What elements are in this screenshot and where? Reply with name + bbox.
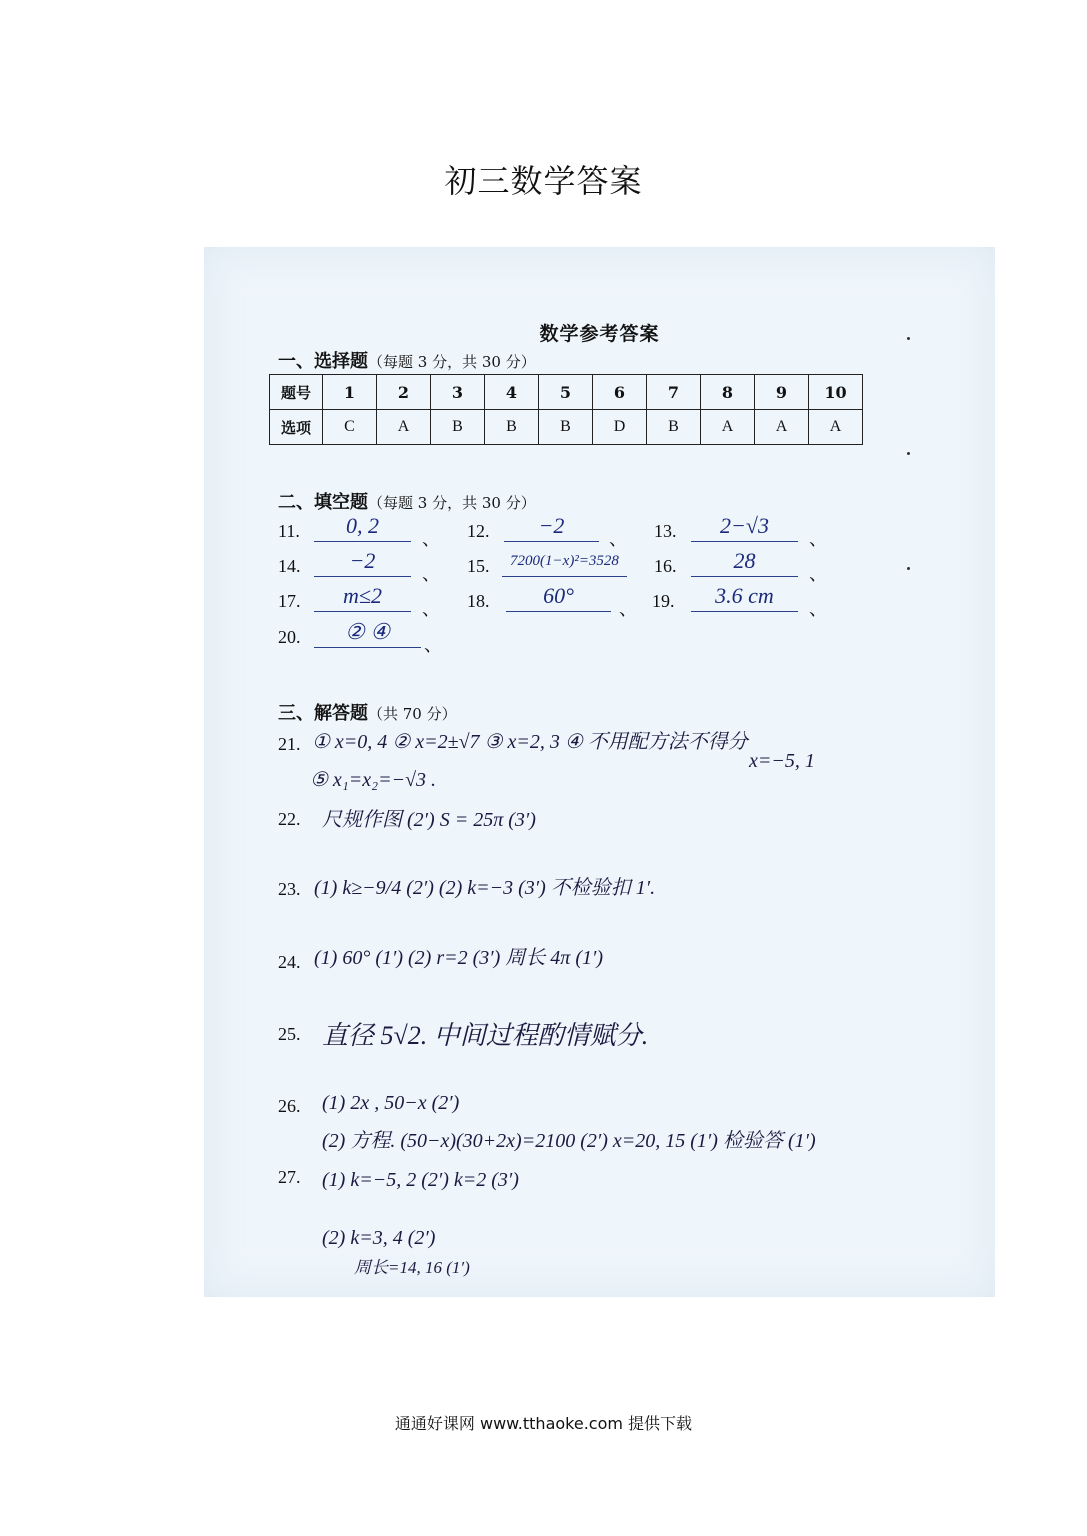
- q27-answer-1: (1) k=−5, 2 (2′) k=2 (3′): [322, 1169, 519, 1191]
- fill-answer: 28: [691, 548, 798, 577]
- separator: 、: [422, 529, 440, 550]
- fill-number: 18.: [467, 591, 490, 611]
- fill-number: 15.: [467, 556, 490, 576]
- separator: 、: [424, 635, 442, 656]
- q25-answer: 直径 5√2. 中间过程酌情赋分.: [322, 1021, 649, 1050]
- fill-answer: 2−√3: [691, 513, 798, 542]
- q-number: 1: [323, 375, 377, 410]
- q-option: A: [377, 410, 431, 445]
- q27-answer-2: (2) k=3, 4 (2′): [322, 1227, 436, 1249]
- q25-number: 25.: [278, 1024, 301, 1044]
- section3-title: 三、解答题: [278, 703, 368, 724]
- fill-number: 16.: [654, 556, 677, 576]
- section2-title: 二、填空题: [278, 492, 368, 513]
- q21-answer-5: ⑤ x₁=x₂=−√3 .: [310, 769, 437, 791]
- section1-note: （每题 3 分，共 30 分）: [368, 353, 536, 371]
- fill-number: 17.: [278, 591, 301, 611]
- q-number: 2: [377, 375, 431, 410]
- separator: 、: [422, 599, 440, 620]
- separator: 、: [609, 529, 627, 550]
- fill-answer: 3.6 cm: [691, 583, 798, 612]
- separator: 、: [809, 564, 827, 585]
- section1-title: 一、选择题: [278, 351, 368, 372]
- q21-answer: ① x=0, 4 ② x=2±√7 ③ x=2, 3 ④ 不用配方法不得分: [312, 731, 748, 753]
- q-number: 6: [593, 375, 647, 410]
- q23-number: 23.: [278, 879, 301, 899]
- q-option: A: [809, 410, 863, 445]
- scan-speck: [907, 337, 910, 340]
- section3-note: （共 70 分）: [368, 705, 457, 723]
- fill-number: 20.: [278, 627, 301, 647]
- q26-number: 26.: [278, 1096, 301, 1116]
- scanned-answer-sheet: [204, 247, 995, 1297]
- separator: 、: [809, 529, 827, 550]
- q-number: 7: [647, 375, 701, 410]
- q22-number: 22.: [278, 809, 301, 829]
- q-number: 3: [431, 375, 485, 410]
- q-option: A: [701, 410, 755, 445]
- fill-answer: m≤2: [314, 583, 411, 612]
- q-option: B: [485, 410, 539, 445]
- q-number: 5: [539, 375, 593, 410]
- fill-answer: 7200(1−x)²=3528: [502, 548, 627, 577]
- q-option: C: [323, 410, 377, 445]
- q-option: B: [431, 410, 485, 445]
- fill-number: 13.: [654, 521, 677, 541]
- scan-speck: [907, 452, 910, 455]
- fill-number: 12.: [467, 521, 490, 541]
- section2-note: （每题 3 分，共 30 分）: [368, 494, 536, 512]
- row-label-number: 题号: [270, 375, 323, 410]
- q21-number: 21.: [278, 734, 301, 754]
- q26-answer-2: (2) 方程. (50−x)(30+2x)=2100 (2′) x=20, 15 (1′) 检验答 (1′): [322, 1130, 816, 1152]
- fill-answer: ② ④: [314, 619, 421, 648]
- separator: 、: [422, 564, 440, 585]
- fill-number: 19.: [652, 591, 675, 611]
- q23-answer: (1) k≥−9/4 (2′) (2) k=−3 (3′) 不检验扣 1′.: [314, 877, 656, 899]
- q26-answer-1: (1) 2x , 50−x (2′): [322, 1092, 460, 1114]
- separator: 、: [809, 599, 827, 620]
- fill-answer: −2: [314, 548, 411, 577]
- q-option: B: [539, 410, 593, 445]
- section1-heading: [278, 347, 536, 373]
- footer-credit: 通通好课网 www.tthaoke.com 提供下载: [394, 1414, 693, 1433]
- q-number: 4: [485, 375, 539, 410]
- q21-answer-cont: x=−5, 1: [749, 750, 815, 772]
- q-option: A: [755, 410, 809, 445]
- fill-number: 11.: [278, 521, 300, 541]
- q-number: 9: [755, 375, 809, 410]
- q-option: B: [647, 410, 701, 445]
- q-number: 10: [809, 375, 863, 410]
- fill-number: 14.: [278, 556, 301, 576]
- q-option: D: [593, 410, 647, 445]
- fill-answer: 0, 2: [314, 513, 411, 542]
- row-label-option: 选项: [270, 410, 323, 445]
- section3-heading: [278, 699, 457, 725]
- q-number: 8: [701, 375, 755, 410]
- q24-answer: (1) 60° (1′) (2) r=2 (3′) 周长 4π (1′): [314, 947, 604, 969]
- fill-answer: 60°: [506, 583, 611, 612]
- page-title: 初三数学答案: [444, 162, 643, 200]
- q27-number: 27.: [278, 1167, 301, 1187]
- separator: 、: [619, 599, 637, 620]
- scan-speck: [907, 567, 910, 570]
- q24-number: 24.: [278, 952, 301, 972]
- multiple-choice-table: [269, 374, 863, 445]
- q27-answer-3: 周长=14, 16 (1′): [354, 1258, 470, 1277]
- sheet-title: 数学参考答案: [539, 323, 660, 345]
- fill-answer: −2: [504, 513, 599, 542]
- section2-heading: [278, 488, 536, 514]
- q22-answer: 尺规作图 (2′) S = 25π (3′): [322, 809, 536, 831]
